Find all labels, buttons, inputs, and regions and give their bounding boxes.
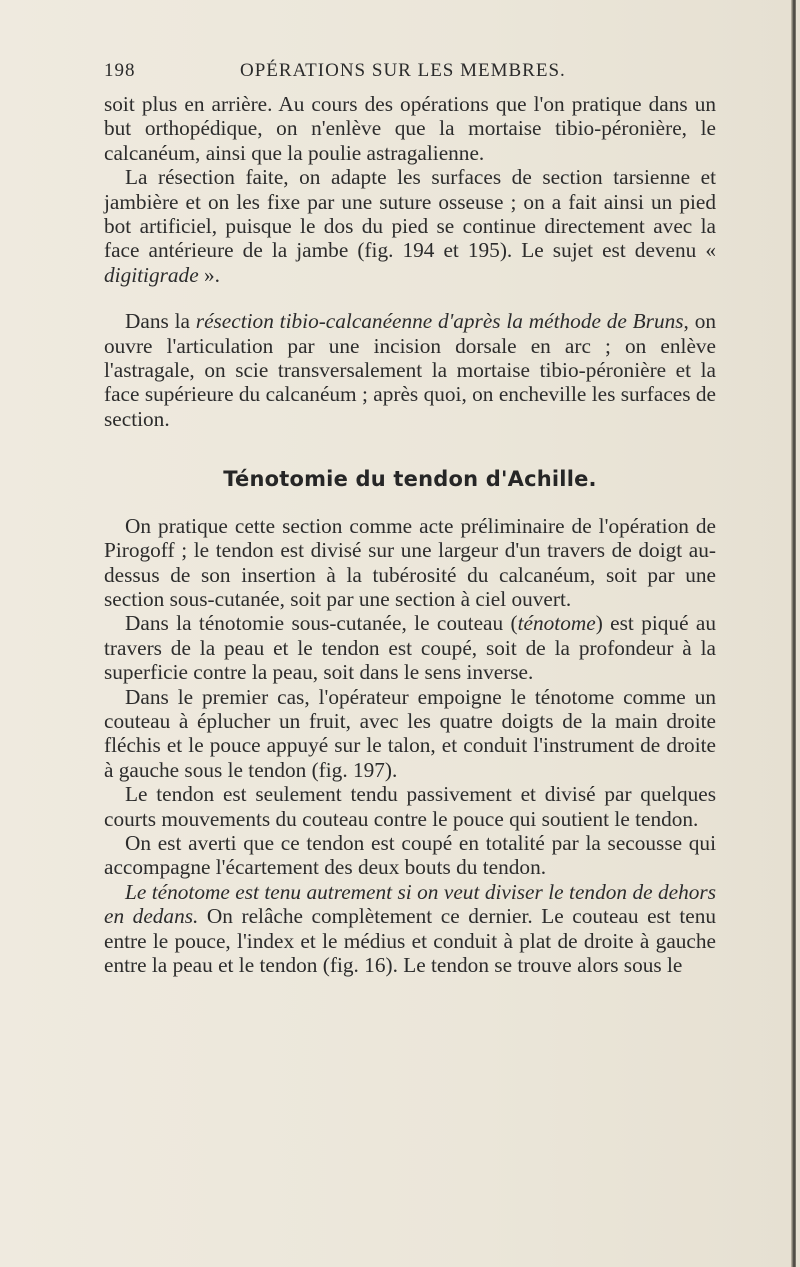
paragraph-continuation: [104, 92, 716, 165]
italic-term: ténotome: [517, 611, 596, 636]
body-text: [104, 92, 716, 977]
page-edge-shadow: [791, 0, 796, 1267]
paragraph-achilles-intro: [104, 514, 716, 612]
paragraph-text: Le tendon est seulement tendu passivement et divisé par quelques courts mouvements du couteau contre le pouce qui soutient le tendon.: [104, 782, 716, 831]
paragraph-text: Dans le premier cas, l'opérateur empoigne le ténotome comme un couteau à éplucher un fruit, avec les quatre doigts de la main droite fléchis et le pouce appuyé sur le talon, et conduit l'instrument de droite à gauche sous le tendon (fig. 197).: [104, 684, 716, 782]
paragraph-warning: [104, 831, 716, 880]
paragraph-text: La résection faite, on adapte les surfaces de section tarsienne et jambière et on les fixe par une suture osseuse ; on a fait ainsi un pied bot artificiel, puisque le dos du pied se continue directement avec la face antérieure de la jambe (fig. 194 et 195). Le sujet est devenu «: [104, 165, 716, 263]
running-title: OPÉRATIONS SUR LES MEMBRES.: [240, 60, 566, 81]
paragraph-first-case: [104, 685, 716, 783]
paragraph-resection: [104, 165, 716, 287]
paragraph-text-end: ».: [198, 262, 220, 287]
paragraph-gap: [104, 287, 716, 309]
paragraph-tendon-tension: [104, 782, 716, 831]
paragraph-text: Dans la ténotomie sous-cutanée, le couteau (: [125, 611, 518, 636]
section-heading: Ténotomie du tendon d'Achille.: [223, 467, 597, 492]
paragraph-bruns: [104, 309, 716, 431]
italic-sentence: Le ténotome est tenu autrement si on veut diviser le tendon de dehors en dedans.: [104, 879, 716, 929]
italic-term: digitigrade: [104, 262, 199, 287]
paragraph-subcutaneous: [104, 611, 716, 684]
paragraph-text-end: On relâche complètement ce dernier. Le couteau est tenu entre le pouce, l'index et le médius et conduit à plat de droite à gauche entre la peau et le tendon (fig. 16). Le tendon se trouve alors sous le: [104, 904, 716, 977]
page-number: 198: [104, 60, 136, 81]
italic-term: résection tibio-calcanéenne d'après la méthode de Bruns: [195, 309, 684, 334]
paragraph-text: soit plus en arrière. Au cours des opérations que l'on pratique dans un but orthopédique, on n'enlève que la mortaise tibio-péronière, le calcanéum, ainsi que la poulie astragalienne.: [104, 92, 716, 165]
paragraph-outside-in: [104, 880, 716, 978]
paragraph-text: On est averti que ce tendon est coupé en totalité par la secousse qui accompagne l'écartement des deux bouts du tendon.: [104, 830, 716, 880]
paragraph-text: On pratique cette section comme acte préliminaire de l'opération de Pirogoff ; le tendon est divisé sur une largeur d'un travers de doigt au-dessus de son insertion à la tubérosité du calcanéum, soit par une section sous-cutanée, soit par une section à ciel ouvert.: [104, 513, 716, 611]
paragraph-text-end: ) est piqué au travers de la peau et le tendon est coupé, soit de la profondeur à la superficie contre la peau, soit dans le sens inverse.: [104, 611, 717, 685]
paragraph-text-end: , on ouvre l'articulation par une incision dorsale en arc ; on enlève l'astragale, on scie transversalement la mortaise tibio-péronière et la face supérieure du calcanéum ; après quoi, on encheville les surfaces de section.: [104, 309, 716, 431]
page-header: [104, 54, 714, 84]
paragraph-text: Dans la: [125, 309, 196, 334]
